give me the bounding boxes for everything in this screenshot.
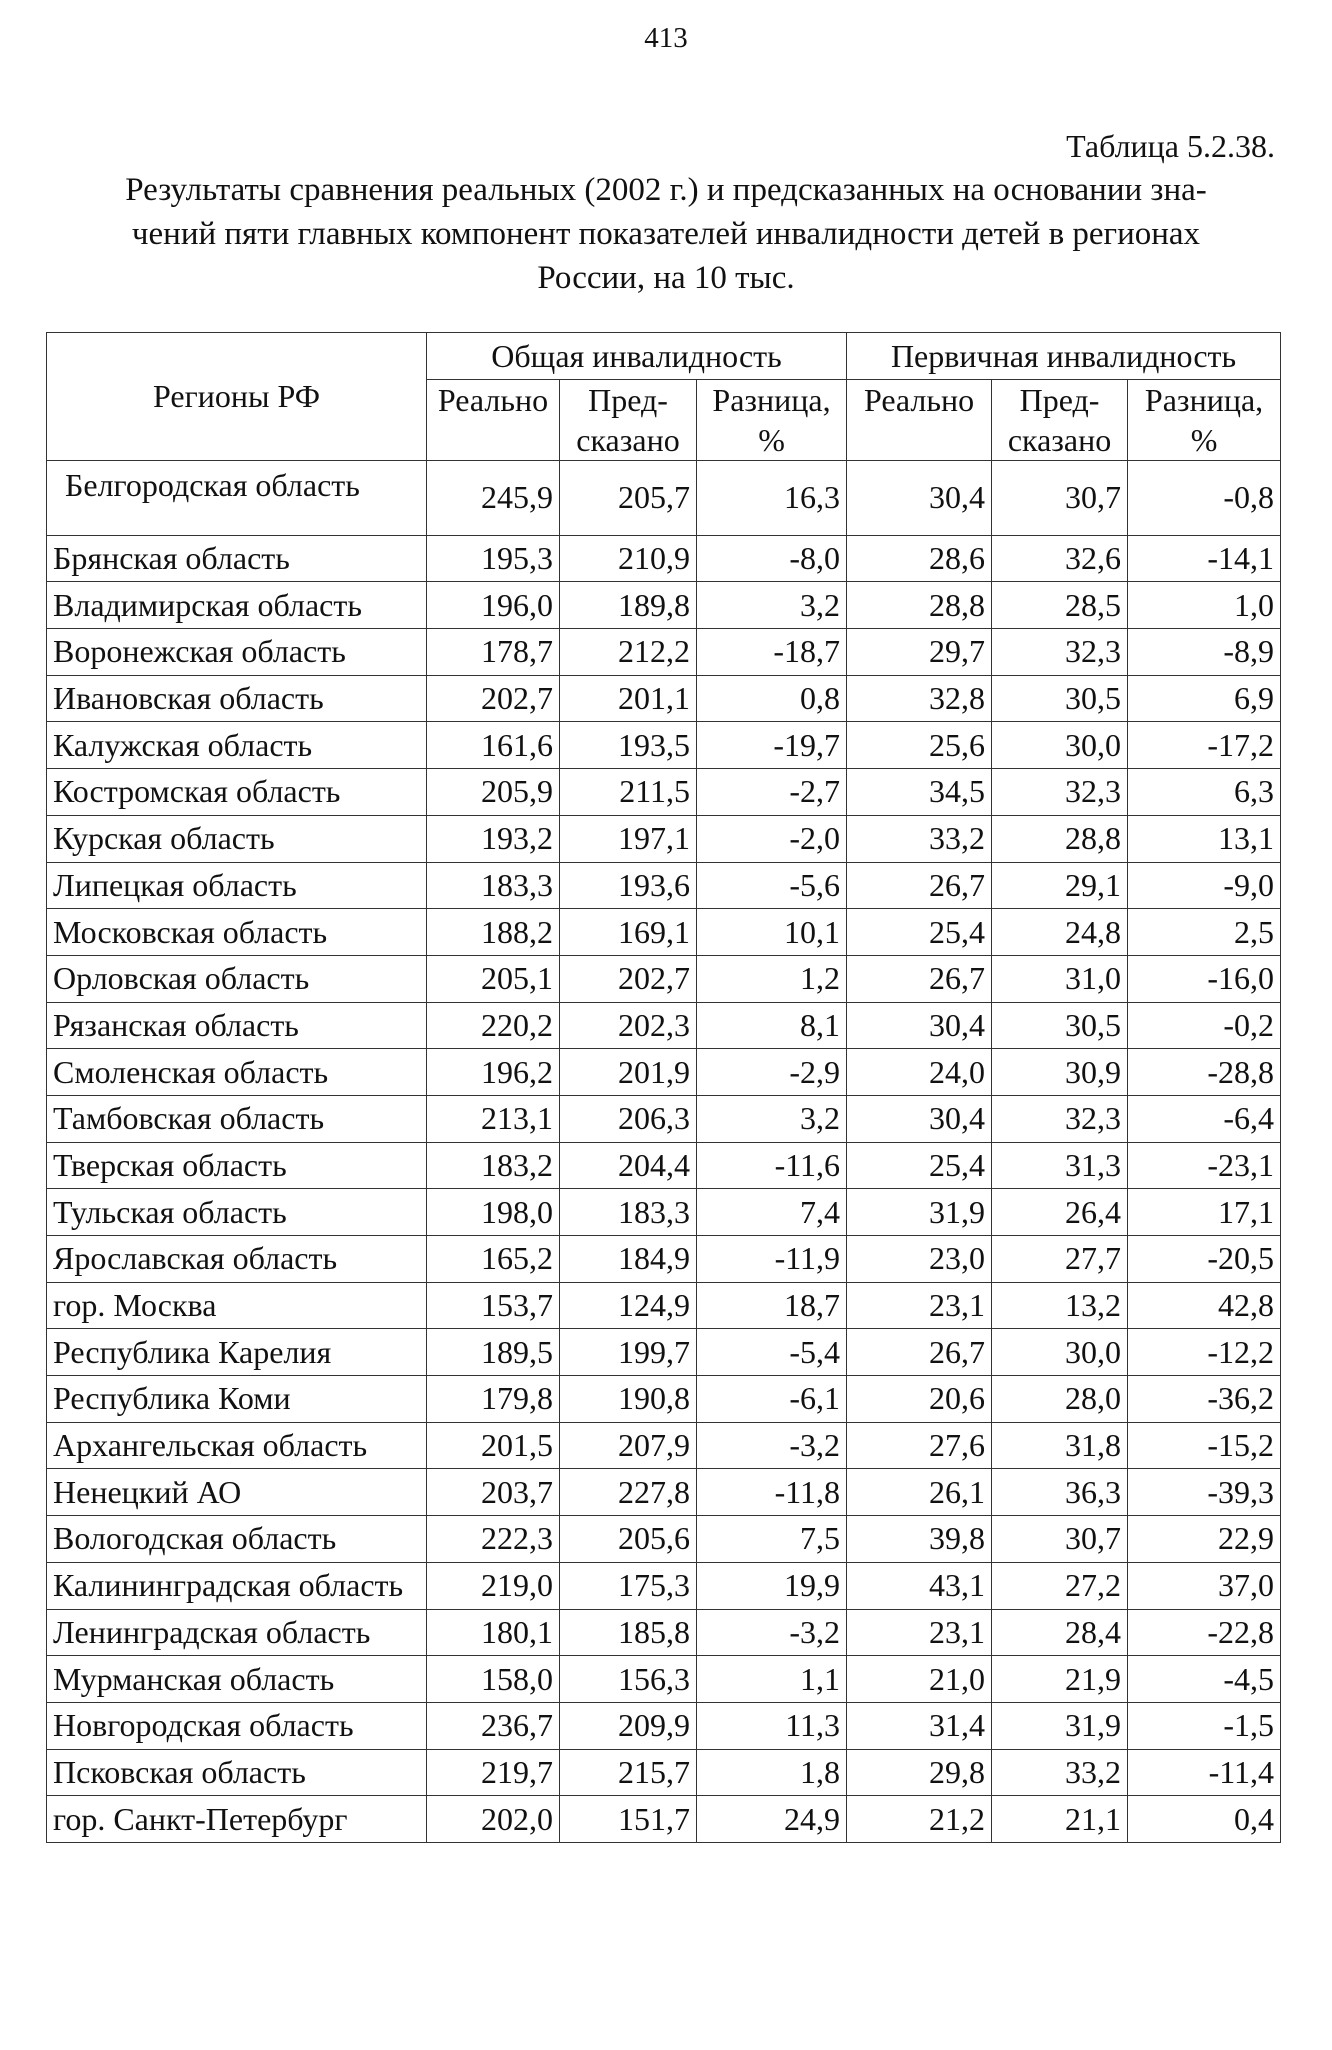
table-row xyxy=(47,1049,1281,1096)
total-predicted-cell: 185,8 xyxy=(560,1609,697,1656)
total-predicted-cell: 156,3 xyxy=(560,1656,697,1703)
region-cell: Липецкая область xyxy=(47,862,427,909)
primary-predicted-cell: 21,1 xyxy=(992,1796,1128,1843)
total-difference-cell: 3,2 xyxy=(697,582,847,629)
total-predicted-cell: 210,9 xyxy=(560,535,697,582)
table-row xyxy=(47,909,1281,956)
table-row xyxy=(47,629,1281,676)
table-body xyxy=(47,460,1281,1842)
primary-real-cell: 28,6 xyxy=(847,535,992,582)
total-difference-cell: 1,8 xyxy=(697,1749,847,1796)
table-row xyxy=(47,1095,1281,1142)
primary-predicted-cell: 33,2 xyxy=(992,1749,1128,1796)
primary-real-cell: 21,0 xyxy=(847,1656,992,1703)
table-row xyxy=(47,1796,1281,1843)
total-real-cell: 188,2 xyxy=(427,909,560,956)
col-real: Реально xyxy=(427,379,560,460)
table-label: Таблица 5.2.38. xyxy=(1066,128,1275,164)
primary-predicted-cell: 29,1 xyxy=(992,862,1128,909)
primary-real-cell: 31,9 xyxy=(847,1189,992,1236)
region-cell: Владимирская область xyxy=(47,582,427,629)
region-cell: гор. Москва xyxy=(47,1282,427,1329)
total-real-cell: 219,7 xyxy=(427,1749,560,1796)
region-cell: Псковская область xyxy=(47,1749,427,1796)
total-difference-cell: 8,1 xyxy=(697,1002,847,1049)
region-cell: Вологодская область xyxy=(47,1516,427,1563)
primary-real-cell: 39,8 xyxy=(847,1516,992,1563)
total-real-cell: 203,7 xyxy=(427,1469,560,1516)
total-predicted-cell: 151,7 xyxy=(560,1796,697,1843)
primary-real-cell: 27,6 xyxy=(847,1422,992,1469)
caption-line: Результаты сравнения реальных (2002 г.) и предсказанных на основании зна- xyxy=(125,172,1207,208)
total-difference-cell: -3,2 xyxy=(697,1609,847,1656)
total-predicted-cell: 193,6 xyxy=(560,862,697,909)
primary-predicted-cell: 31,3 xyxy=(992,1142,1128,1189)
primary-difference-cell: -36,2 xyxy=(1128,1376,1281,1423)
primary-predicted-cell: 27,2 xyxy=(992,1562,1128,1609)
primary-real-cell: 32,8 xyxy=(847,675,992,722)
total-predicted-cell: 189,8 xyxy=(560,582,697,629)
primary-difference-cell: -22,8 xyxy=(1128,1609,1281,1656)
table-row xyxy=(47,1282,1281,1329)
total-real-cell: 201,5 xyxy=(427,1422,560,1469)
total-real-cell: 189,5 xyxy=(427,1329,560,1376)
region-cell: Курская область xyxy=(47,815,427,862)
total-difference-cell: -5,4 xyxy=(697,1329,847,1376)
table-row xyxy=(47,1609,1281,1656)
total-predicted-cell: 211,5 xyxy=(560,769,697,816)
region-cell: Новгородская область xyxy=(47,1702,427,1749)
total-real-cell: 213,1 xyxy=(427,1095,560,1142)
primary-difference-cell: 1,0 xyxy=(1128,582,1281,629)
primary-real-cell: 43,1 xyxy=(847,1562,992,1609)
primary-predicted-cell: 31,8 xyxy=(992,1422,1128,1469)
primary-predicted-cell: 30,5 xyxy=(992,1002,1128,1049)
total-predicted-cell: 215,7 xyxy=(560,1749,697,1796)
col-predicted: Пред- сказано xyxy=(560,379,697,460)
total-difference-cell: -11,8 xyxy=(697,1469,847,1516)
total-predicted-cell: 209,9 xyxy=(560,1702,697,1749)
table-row xyxy=(47,1329,1281,1376)
primary-difference-cell: 13,1 xyxy=(1128,815,1281,862)
primary-difference-cell: 2,5 xyxy=(1128,909,1281,956)
table-row xyxy=(47,1002,1281,1049)
primary-real-cell: 30,4 xyxy=(847,460,992,535)
primary-predicted-cell: 31,0 xyxy=(992,955,1128,1002)
primary-difference-cell: 17,1 xyxy=(1128,1189,1281,1236)
total-difference-cell: 18,7 xyxy=(697,1282,847,1329)
region-header: Регионы РФ xyxy=(47,333,427,461)
table-row xyxy=(47,955,1281,1002)
table-row xyxy=(47,1189,1281,1236)
total-real-cell: 220,2 xyxy=(427,1002,560,1049)
total-real-cell: 196,2 xyxy=(427,1049,560,1096)
primary-difference-cell: -1,5 xyxy=(1128,1702,1281,1749)
total-real-cell: 202,0 xyxy=(427,1796,560,1843)
table-row xyxy=(47,675,1281,722)
primary-difference-cell: 22,9 xyxy=(1128,1516,1281,1563)
total-difference-cell: -11,9 xyxy=(697,1236,847,1283)
primary-real-cell: 26,7 xyxy=(847,862,992,909)
total-difference-cell: 24,9 xyxy=(697,1796,847,1843)
total-difference-cell: 11,3 xyxy=(697,1702,847,1749)
table-row xyxy=(47,535,1281,582)
region-cell: Тверская область xyxy=(47,1142,427,1189)
primary-difference-cell: -6,4 xyxy=(1128,1095,1281,1142)
table-row xyxy=(47,1469,1281,1516)
total-predicted-cell: 169,1 xyxy=(560,909,697,956)
primary-difference-cell: -17,2 xyxy=(1128,722,1281,769)
total-real-cell: 165,2 xyxy=(427,1236,560,1283)
primary-difference-cell: -23,1 xyxy=(1128,1142,1281,1189)
primary-difference-cell: -15,2 xyxy=(1128,1422,1281,1469)
primary-real-cell: 29,7 xyxy=(847,629,992,676)
primary-predicted-cell: 32,3 xyxy=(992,629,1128,676)
total-predicted-cell: 205,7 xyxy=(560,460,697,535)
total-predicted-cell: 199,7 xyxy=(560,1329,697,1376)
primary-predicted-cell: 28,0 xyxy=(992,1376,1128,1423)
primary-real-cell: 24,0 xyxy=(847,1049,992,1096)
total-real-cell: 161,6 xyxy=(427,722,560,769)
primary-real-cell: 26,7 xyxy=(847,955,992,1002)
total-predicted-cell: 201,1 xyxy=(560,675,697,722)
total-real-cell: 205,1 xyxy=(427,955,560,1002)
primary-difference-cell: -11,4 xyxy=(1128,1749,1281,1796)
total-difference-cell: 7,4 xyxy=(697,1189,847,1236)
primary-difference-cell: -0,8 xyxy=(1128,460,1281,535)
primary-predicted-cell: 13,2 xyxy=(992,1282,1128,1329)
primary-real-cell: 25,4 xyxy=(847,909,992,956)
total-predicted-cell: 201,9 xyxy=(560,1049,697,1096)
primary-real-cell: 25,4 xyxy=(847,1142,992,1189)
primary-difference-cell: -8,9 xyxy=(1128,629,1281,676)
primary-real-cell: 26,1 xyxy=(847,1469,992,1516)
region-cell: Калужская область xyxy=(47,722,427,769)
table-row xyxy=(47,1749,1281,1796)
primary-difference-cell: 6,9 xyxy=(1128,675,1281,722)
table-row xyxy=(47,722,1281,769)
region-cell: Ненецкий АО xyxy=(47,1469,427,1516)
region-cell: Орловская область xyxy=(47,955,427,1002)
primary-difference-cell: 6,3 xyxy=(1128,769,1281,816)
total-predicted-cell: 204,4 xyxy=(560,1142,697,1189)
total-difference-cell: -2,7 xyxy=(697,769,847,816)
total-real-cell: 179,8 xyxy=(427,1376,560,1423)
total-real-cell: 196,0 xyxy=(427,582,560,629)
table-row xyxy=(47,769,1281,816)
primary-real-cell: 23,0 xyxy=(847,1236,992,1283)
table-row xyxy=(47,1562,1281,1609)
total-difference-cell: -3,2 xyxy=(697,1422,847,1469)
table-row xyxy=(47,815,1281,862)
total-predicted-cell: 190,8 xyxy=(560,1376,697,1423)
primary-difference-cell: -28,8 xyxy=(1128,1049,1281,1096)
primary-predicted-cell: 30,5 xyxy=(992,675,1128,722)
primary-difference-cell: -16,0 xyxy=(1128,955,1281,1002)
region-cell: Архангельская область xyxy=(47,1422,427,1469)
primary-real-cell: 26,7 xyxy=(847,1329,992,1376)
total-predicted-cell: 175,3 xyxy=(560,1562,697,1609)
total-difference-cell: 3,2 xyxy=(697,1095,847,1142)
primary-predicted-cell: 32,3 xyxy=(992,769,1128,816)
primary-predicted-cell: 36,3 xyxy=(992,1469,1128,1516)
total-predicted-cell: 202,7 xyxy=(560,955,697,1002)
total-real-cell: 222,3 xyxy=(427,1516,560,1563)
total-real-cell: 202,7 xyxy=(427,675,560,722)
primary-predicted-cell: 28,5 xyxy=(992,582,1128,629)
total-difference-cell: -19,7 xyxy=(697,722,847,769)
total-difference-cell: 19,9 xyxy=(697,1562,847,1609)
region-cell: Смоленская область xyxy=(47,1049,427,1096)
table-row xyxy=(47,460,1281,535)
total-real-cell: 153,7 xyxy=(427,1282,560,1329)
primary-predicted-cell: 24,8 xyxy=(992,909,1128,956)
primary-real-cell: 28,8 xyxy=(847,582,992,629)
primary-real-cell: 31,4 xyxy=(847,1702,992,1749)
region-cell: гор. Санкт-Петербург xyxy=(47,1796,427,1843)
primary-difference-cell: 42,8 xyxy=(1128,1282,1281,1329)
table-row xyxy=(47,1376,1281,1423)
primary-real-cell: 20,6 xyxy=(847,1376,992,1423)
region-cell: Брянская область xyxy=(47,535,427,582)
total-predicted-cell: 206,3 xyxy=(560,1095,697,1142)
total-difference-cell: 16,3 xyxy=(697,460,847,535)
primary-real-cell: 34,5 xyxy=(847,769,992,816)
total-real-cell: 198,0 xyxy=(427,1189,560,1236)
primary-real-cell: 30,4 xyxy=(847,1095,992,1142)
table-row xyxy=(47,1142,1281,1189)
region-cell: Республика Карелия xyxy=(47,1329,427,1376)
primary-real-cell: 29,8 xyxy=(847,1749,992,1796)
primary-difference-cell: -12,2 xyxy=(1128,1329,1281,1376)
total-real-cell: 195,3 xyxy=(427,535,560,582)
table-row xyxy=(47,1422,1281,1469)
total-real-cell: 193,2 xyxy=(427,815,560,862)
region-cell: Воронежская область xyxy=(47,629,427,676)
total-predicted-cell: 212,2 xyxy=(560,629,697,676)
primary-predicted-cell: 26,4 xyxy=(992,1189,1128,1236)
region-cell: Ивановская область xyxy=(47,675,427,722)
primary-predicted-cell: 27,7 xyxy=(992,1236,1128,1283)
total-difference-cell: -5,6 xyxy=(697,862,847,909)
total-real-cell: 245,9 xyxy=(427,460,560,535)
primary-difference-cell: -14,1 xyxy=(1128,535,1281,582)
primary-difference-cell: -39,3 xyxy=(1128,1469,1281,1516)
total-difference-cell: -11,6 xyxy=(697,1142,847,1189)
table-row xyxy=(47,1702,1281,1749)
region-cell: Тульская область xyxy=(47,1189,427,1236)
primary-difference-cell: 0,4 xyxy=(1128,1796,1281,1843)
disability-comparison-table xyxy=(46,332,1281,1843)
caption-line: России, на 10 тыс. xyxy=(537,260,795,296)
total-difference-cell: 0,8 xyxy=(697,675,847,722)
primary-predicted-cell: 30,0 xyxy=(992,1329,1128,1376)
primary-difference-cell: -0,2 xyxy=(1128,1002,1281,1049)
primary-real-cell: 23,1 xyxy=(847,1282,992,1329)
primary-predicted-cell: 32,6 xyxy=(992,535,1128,582)
table-row xyxy=(47,862,1281,909)
total-predicted-cell: 193,5 xyxy=(560,722,697,769)
region-cell: Рязанская область xyxy=(47,1002,427,1049)
primary-predicted-cell: 30,9 xyxy=(992,1049,1128,1096)
total-predicted-cell: 207,9 xyxy=(560,1422,697,1469)
total-real-cell: 219,0 xyxy=(427,1562,560,1609)
primary-real-cell: 23,1 xyxy=(847,1609,992,1656)
primary-real-cell: 30,4 xyxy=(847,1002,992,1049)
total-difference-cell: -18,7 xyxy=(697,629,847,676)
primary-difference-cell: 37,0 xyxy=(1128,1562,1281,1609)
col-real: Реально xyxy=(847,379,992,460)
total-real-cell: 183,3 xyxy=(427,862,560,909)
region-cell: Ленинградская область xyxy=(47,1609,427,1656)
total-real-cell: 178,7 xyxy=(427,629,560,676)
col-difference: Разница, % xyxy=(1128,379,1281,460)
caption-line: чений пяти главных компонент показателей инвалидности детей в регионах xyxy=(131,216,1201,252)
primary-predicted-cell: 32,3 xyxy=(992,1095,1128,1142)
col-predicted: Пред- сказано xyxy=(992,379,1128,460)
total-real-cell: 183,2 xyxy=(427,1142,560,1189)
col-difference: Разница, % xyxy=(697,379,847,460)
total-predicted-cell: 227,8 xyxy=(560,1469,697,1516)
total-predicted-cell: 205,6 xyxy=(560,1516,697,1563)
total-difference-cell: 10,1 xyxy=(697,909,847,956)
total-predicted-cell: 124,9 xyxy=(560,1282,697,1329)
table-caption xyxy=(60,168,1272,300)
region-cell: Мурманская область xyxy=(47,1656,427,1703)
primary-predicted-cell: 30,0 xyxy=(992,722,1128,769)
table-row xyxy=(47,1516,1281,1563)
table-row xyxy=(47,1236,1281,1283)
primary-predicted-cell: 31,9 xyxy=(992,1702,1128,1749)
region-cell: Ярославская область xyxy=(47,1236,427,1283)
table-row xyxy=(47,582,1281,629)
total-difference-cell: -6,1 xyxy=(697,1376,847,1423)
total-predicted-cell: 183,3 xyxy=(560,1189,697,1236)
total-difference-cell: 7,5 xyxy=(697,1516,847,1563)
region-cell: Калининградская область xyxy=(47,1562,427,1609)
region-cell: Белгородская область xyxy=(47,460,427,535)
total-difference-cell: -2,0 xyxy=(697,815,847,862)
total-disability-header: Общая инвалидность xyxy=(427,333,847,380)
primary-predicted-cell: 30,7 xyxy=(992,460,1128,535)
primary-difference-cell: -4,5 xyxy=(1128,1656,1281,1703)
total-difference-cell: 1,1 xyxy=(697,1656,847,1703)
region-cell: Московская область xyxy=(47,909,427,956)
primary-difference-cell: -20,5 xyxy=(1128,1236,1281,1283)
total-predicted-cell: 202,3 xyxy=(560,1002,697,1049)
region-cell: Республика Коми xyxy=(47,1376,427,1423)
primary-predicted-cell: 28,8 xyxy=(992,815,1128,862)
primary-predicted-cell: 21,9 xyxy=(992,1656,1128,1703)
total-predicted-cell: 197,1 xyxy=(560,815,697,862)
primary-predicted-cell: 28,4 xyxy=(992,1609,1128,1656)
total-real-cell: 180,1 xyxy=(427,1609,560,1656)
primary-real-cell: 21,2 xyxy=(847,1796,992,1843)
primary-difference-cell: -9,0 xyxy=(1128,862,1281,909)
table-row xyxy=(47,1656,1281,1703)
total-real-cell: 205,9 xyxy=(427,769,560,816)
primary-disability-header: Первичная инвалидность xyxy=(847,333,1281,380)
total-difference-cell: -2,9 xyxy=(697,1049,847,1096)
primary-real-cell: 33,2 xyxy=(847,815,992,862)
page-number: 413 xyxy=(644,22,688,54)
primary-real-cell: 25,6 xyxy=(847,722,992,769)
total-real-cell: 158,0 xyxy=(427,1656,560,1703)
total-real-cell: 236,7 xyxy=(427,1702,560,1749)
primary-predicted-cell: 30,7 xyxy=(992,1516,1128,1563)
region-cell: Тамбовская область xyxy=(47,1095,427,1142)
region-cell: Костромская область xyxy=(47,769,427,816)
total-difference-cell: -8,0 xyxy=(697,535,847,582)
total-difference-cell: 1,2 xyxy=(697,955,847,1002)
total-predicted-cell: 184,9 xyxy=(560,1236,697,1283)
